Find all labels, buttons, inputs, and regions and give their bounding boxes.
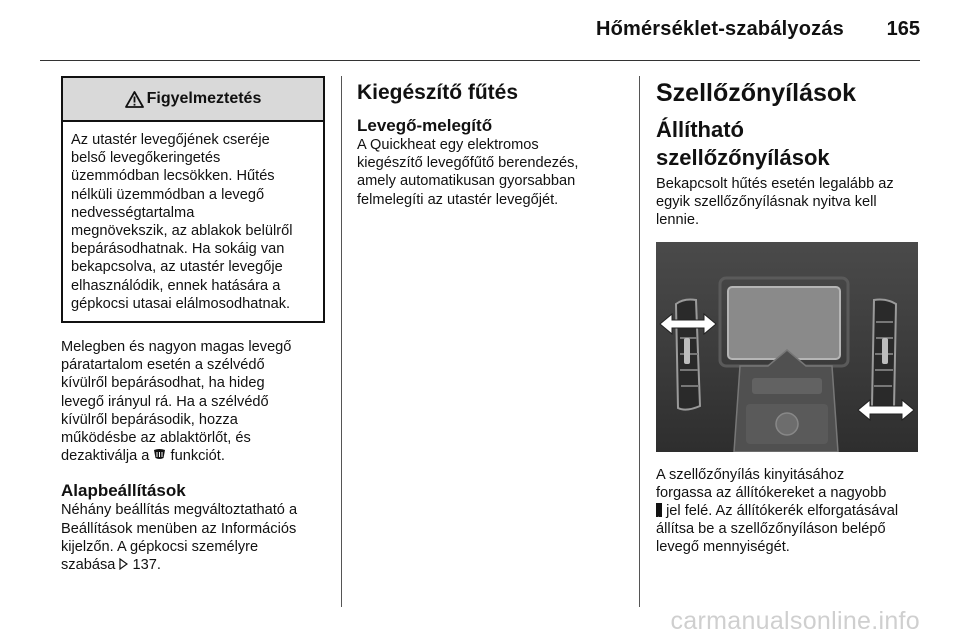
text-line: kívülről bepárásodhat, ha hideg (61, 375, 265, 392)
right-column (656, 76, 922, 557)
vents-intro-paragraph (656, 175, 922, 230)
text-line: megnövekszik, az ablakok belülről (71, 223, 293, 240)
warning-text (63, 122, 323, 321)
text-fragment: funkciót. (166, 448, 225, 465)
text-line: kiegészítő levegőfűtő berendezés, (357, 155, 579, 172)
header-rule (40, 60, 920, 61)
text-line: üzemmódban lecsökken. Hűtés (71, 168, 275, 185)
text-line: amely automatikusan gyorsabban (357, 173, 576, 190)
text-line: Néhány beállítás megváltoztatható a (61, 502, 298, 519)
text-line: gépkocsi utasai elálmosodhatnak. (71, 295, 291, 312)
default-settings-paragraph (61, 501, 325, 574)
vent-open-bar-icon (656, 503, 662, 517)
text-line: A Quickheat egy elektromos (357, 137, 539, 153)
text-line: kijelzőn. A gépkocsi személyre (61, 538, 259, 555)
text-line: A szellőzőnyílás kinyitásához (656, 466, 845, 483)
warning-box (61, 76, 325, 323)
dashboard-air-vents-photo (656, 242, 918, 452)
subsection-title-adjustable-vents: Állítható szellőzőnyílások (656, 117, 830, 170)
section-title-default-settings: Alapbeállítások (61, 481, 186, 501)
warning-triangle-icon (125, 91, 144, 108)
text-line: belső levegőkeringetés (71, 150, 221, 167)
warning-title: Figyelmeztetés (146, 90, 262, 107)
running-header-title: Hőmérséklet-szabályozás (595, 18, 844, 40)
text-line: állítsa be a szellőzőnyíláson belépő (656, 521, 886, 538)
page-number: 165 (886, 18, 920, 40)
text-line (61, 447, 325, 465)
text-line: Bekapcsolt hűtés esetén legalább az (656, 176, 894, 192)
text-fragment: szabása (61, 557, 120, 574)
text-line: páratartalom esetén a szélvédő (61, 357, 265, 374)
text-line: Beállítások menüben az Információs (61, 520, 297, 537)
text-line: Az utastér levegőjének cseréje (71, 132, 270, 148)
text-line (656, 502, 922, 520)
warning-header (63, 78, 323, 122)
text-line: nélküli üzemmódban a levegő (71, 186, 265, 203)
quickheat-paragraph (357, 136, 619, 209)
page-reference-arrow-icon (119, 558, 128, 570)
vent-adjust-paragraph (656, 466, 922, 557)
text-line: működésbe az ablaktörlőt, és (61, 430, 251, 447)
text-line: levegő irányul rá. Ha a szélvédő (61, 393, 269, 410)
text-line: levegő mennyiségét. (656, 539, 790, 556)
text-line: bekapcsolva, az utastér levegője (71, 259, 283, 276)
text-fragment: dezaktiválja a (61, 448, 154, 465)
column-divider (341, 76, 342, 607)
left-column (61, 76, 325, 574)
dashboard-illustration (656, 242, 918, 452)
middle-column (357, 76, 619, 209)
subsection-title-air-heater: Levegő-melegítő (357, 116, 493, 135)
text-line: kívülről bepárásodik, hozza (61, 411, 238, 428)
page-reference[interactable]: 137. (132, 557, 161, 574)
section-title-auxiliary-heater: Kiegészítő fűtés (357, 81, 519, 104)
column-divider (639, 76, 640, 607)
fogging-paragraph (61, 338, 325, 465)
text-line: egyik szellőzőnyílásnak nyitva kell (656, 194, 877, 211)
text-line: nedvességtartalma (71, 204, 195, 221)
section-title-air-vents: Szellőzőnyílások (656, 79, 857, 107)
text-fragment: jel felé. Az állítókerék elforgatásával (666, 503, 899, 520)
text-line: felmelegíti az utastér levegőjét. (357, 191, 559, 208)
watermark: carmanualsonline.info (670, 607, 920, 635)
windshield-air-icon (153, 448, 166, 461)
text-line: elhasználódik, ennek hatására a (71, 277, 281, 294)
text-line: lennie. (656, 212, 700, 229)
text-line: Melegben és nagyon magas levegő (61, 339, 292, 356)
text-line: bepárásodhatnak. Ha sokáig van (71, 241, 285, 258)
text-line (61, 556, 325, 574)
text-line: forgassa az állítókereket a nagyobb (656, 484, 887, 501)
